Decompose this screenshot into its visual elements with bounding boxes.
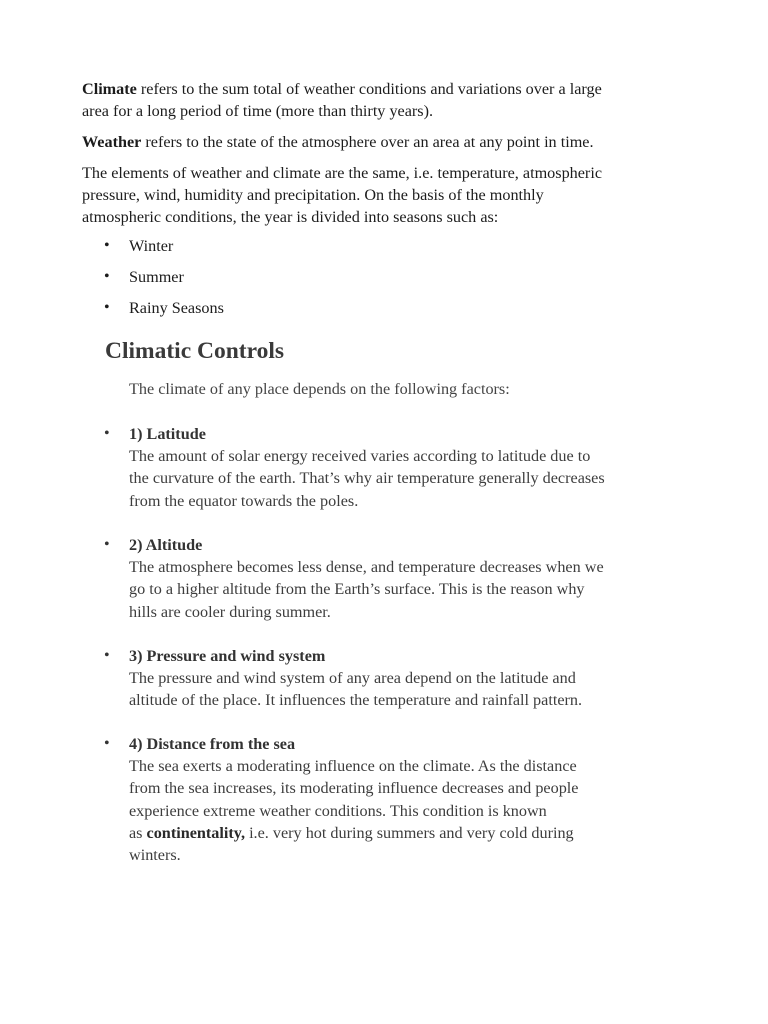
- section-lead: The climate of any place depends on the following factors:: [129, 380, 510, 398]
- weather-definition: [82, 131, 682, 153]
- factor-line-suffix: i.e. very hot during summers and very cold during: [245, 823, 574, 842]
- list-item: [104, 266, 224, 297]
- climate-term: Climate: [82, 80, 137, 98]
- factor-title: 4) Distance from the sea: [129, 735, 296, 753]
- factor-line: from the equator towards the poles.: [129, 491, 359, 510]
- season-label: Rainy Seasons: [129, 299, 224, 317]
- climate-def-line1: refers to the sum total of weather conditions and variations over a large: [136, 80, 602, 98]
- climate-def-line2: area for a long period of time (more than thirty years).: [82, 102, 434, 120]
- factor-altitude: [104, 534, 684, 623]
- factor-title: 2) Altitude: [129, 536, 203, 554]
- season-label: Summer: [129, 268, 184, 286]
- seasons-list: [104, 235, 224, 328]
- elements-line3: atmospheric conditions, the year is divided into seasons such as:: [82, 208, 499, 226]
- bullet-icon: •: [104, 237, 110, 254]
- factor-line: winters.: [129, 846, 181, 865]
- bullet-icon: •: [104, 536, 110, 553]
- factor-latitude: [104, 423, 684, 512]
- factor-line: experience extreme weather conditions. This condition is known: [129, 801, 547, 820]
- elements-line1: The elements of weather and climate are the same, i.e. temperature, atmospheric: [82, 164, 603, 182]
- weather-term: Weather: [82, 133, 142, 151]
- climate-definition: [82, 78, 682, 122]
- bullet-icon: •: [104, 425, 110, 442]
- continentality-term: continentality,: [146, 823, 246, 842]
- weather-def: refers to the state of the atmosphere over an area at any point in time.: [141, 133, 594, 151]
- factor-title: 3) Pressure and wind system: [129, 647, 326, 665]
- factor-line: hills are cooler during summer.: [129, 602, 331, 621]
- factor-line: the curvature of the earth. That’s why air temperature generally decreases: [129, 469, 605, 488]
- factor-line: The amount of solar energy received varies according to latitude due to: [129, 447, 591, 466]
- factor-line: The sea exerts a moderating influence on the climate. As the distance: [129, 757, 577, 776]
- factor-pressure-wind: [104, 645, 684, 712]
- season-label: Winter: [129, 237, 174, 255]
- factor-line: The pressure and wind system of any area depend on the latitude and: [129, 669, 576, 688]
- factor-distance-sea: [104, 733, 684, 866]
- elements-paragraph: [82, 162, 682, 228]
- bullet-icon: •: [104, 299, 110, 316]
- bullet-icon: •: [104, 647, 110, 664]
- bullet-icon: •: [104, 735, 110, 752]
- section-heading: Climatic Controls: [105, 338, 285, 364]
- factor-line-prefix: as: [129, 823, 147, 842]
- list-item: [104, 297, 224, 328]
- elements-line2: pressure, wind, humidity and precipitation. On the basis of the monthly: [82, 186, 544, 204]
- factor-title: 1) Latitude: [129, 425, 206, 443]
- intro-section: [82, 78, 682, 237]
- bullet-icon: •: [104, 268, 110, 285]
- factor-line: from the sea increases, its moderating influence decreases and people: [129, 779, 579, 798]
- factor-line: altitude of the place. It influences the temperature and rainfall pattern.: [129, 691, 583, 710]
- factor-line: go to a higher altitude from the Earth’s surface. This is the reason why: [129, 580, 585, 599]
- list-item: [104, 235, 224, 266]
- factor-line: The atmosphere becomes less dense, and temperature decreases when we: [129, 558, 604, 577]
- factor-line: [129, 822, 684, 844]
